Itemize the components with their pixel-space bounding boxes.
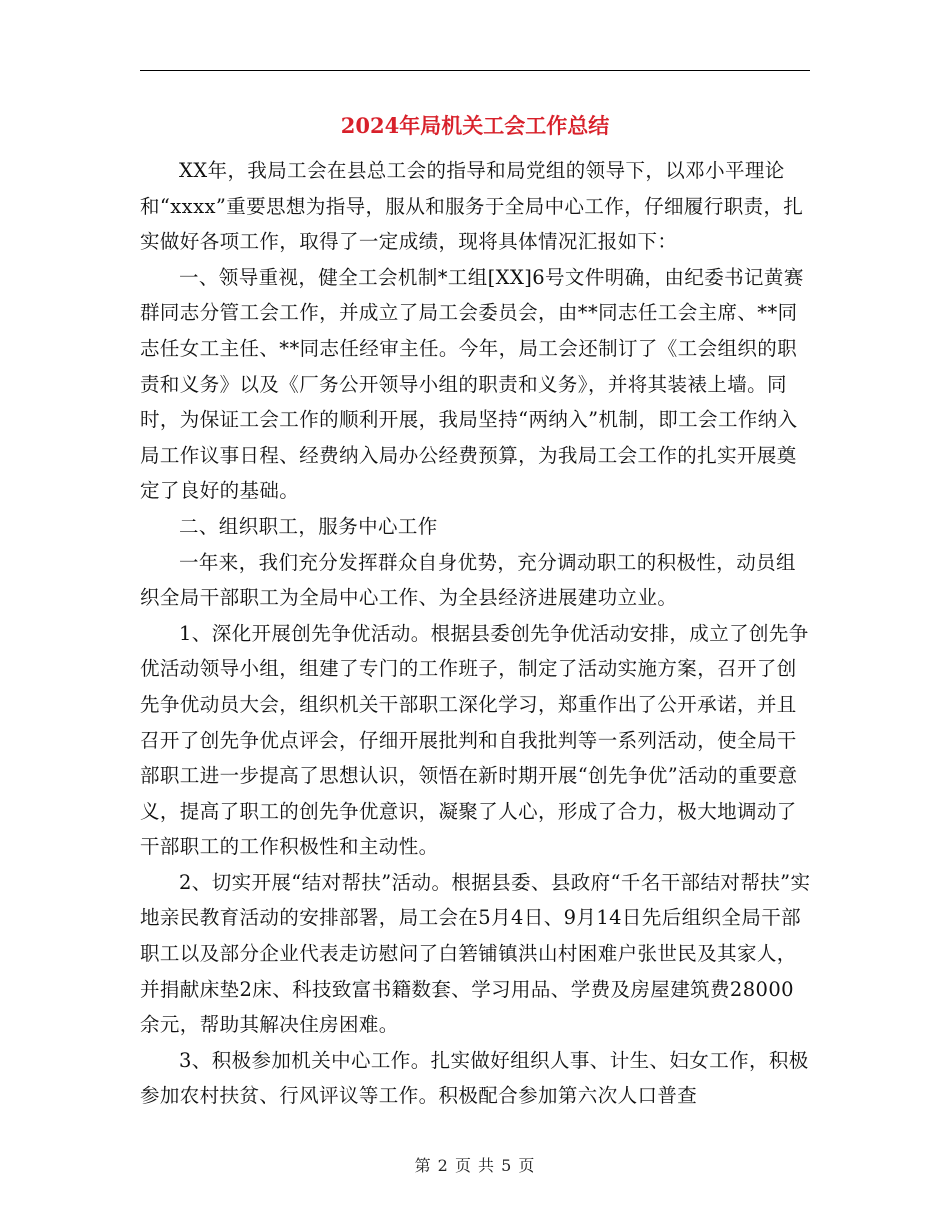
paragraph-intro: XX年，我局工会在县总工会的指导和局党组的领导下，以邓小平理论和“xxxx”重要思想为指导，服从和服务于全局中心工作，仔细履行职责，扎实做好各项工作，取得了一定成绩，现将具体情况汇报如下： xyxy=(140,159,804,254)
header-rule xyxy=(140,70,810,71)
document-body xyxy=(140,153,812,1114)
paragraph-section-2-heading: 二、组织职工，服务中心工作 xyxy=(179,514,438,538)
paragraph-item-1: 1、深化开展创先争优活动。根据县委创先争优活动安排，成立了创先争优活动领导小组，组建了专门的工作班子，制定了活动实施方案，召开了创先争优动员大会，组织机关干部职工深化学习，郑重作出了公开承诺，并且召开了创先争优点评会，仔细开展批判和自我批判等一系列活动，使全局干部职工进一步提高了思想认识，领悟在新时期开展“创先争优”活动的重要意义，提高了职工的创先争优意识，凝聚了人心，形成了合力，极大地调动了干部职工的工作积极性和主动性。 xyxy=(140,621,809,859)
page-number: 第 2 页 共 5 页 xyxy=(414,1156,536,1175)
paragraph-item-3: 3、积极参加机关中心工作。扎实做好组织人事、计生、妇女工作，积极参加农村扶贫、行风评议等工作。积极配合参加第六次人口普查 xyxy=(140,1048,809,1108)
paragraph-section-2-intro: 一年来，我们充分发挥群众自身优势，充分调动职工的积极性，动员组织全局干部职工为全局中心工作、为全县经济进展建功立业。 xyxy=(140,550,796,610)
document-title: 2024年局机关工会工作总结 xyxy=(340,113,610,138)
paragraph-section-1: 一、领导重视，健全工会机制*工组[XX]6号文件明确，由纪委书记黄赛群同志分管工会工作，并成立了局工会委员会，由**同志任工会主席、**同志任女工主任、**同志任经审主任。今年，局工会还制订了《工会组织的职责和义务》以及《厂务公开领导小组的职责和义务》，并将其装裱上墙。同时，为保证工会工作的顺利开展，我局坚持“两纳入”机制，即工会工作纳入局工作议事日程、经费纳入局办公经费预算，为我局工会工作的扎实开展奠定了良好的基础。 xyxy=(140,265,804,503)
paragraph-item-2: 2、切实开展“结对帮扶”活动。根据县委、县政府“千名干部结对帮扶”实地亲民教育活动的安排部署，局工会在5月4日、9月14日先后组织全局干部职工以及部分企业代表走访慰问了白箬铺镇洪山村困难户张世民及其家人，并捐献床垫2床、科技致富书籍数套、学习用品、学费及房屋建筑费28000余元，帮助其解决住房困难。 xyxy=(140,870,811,1037)
